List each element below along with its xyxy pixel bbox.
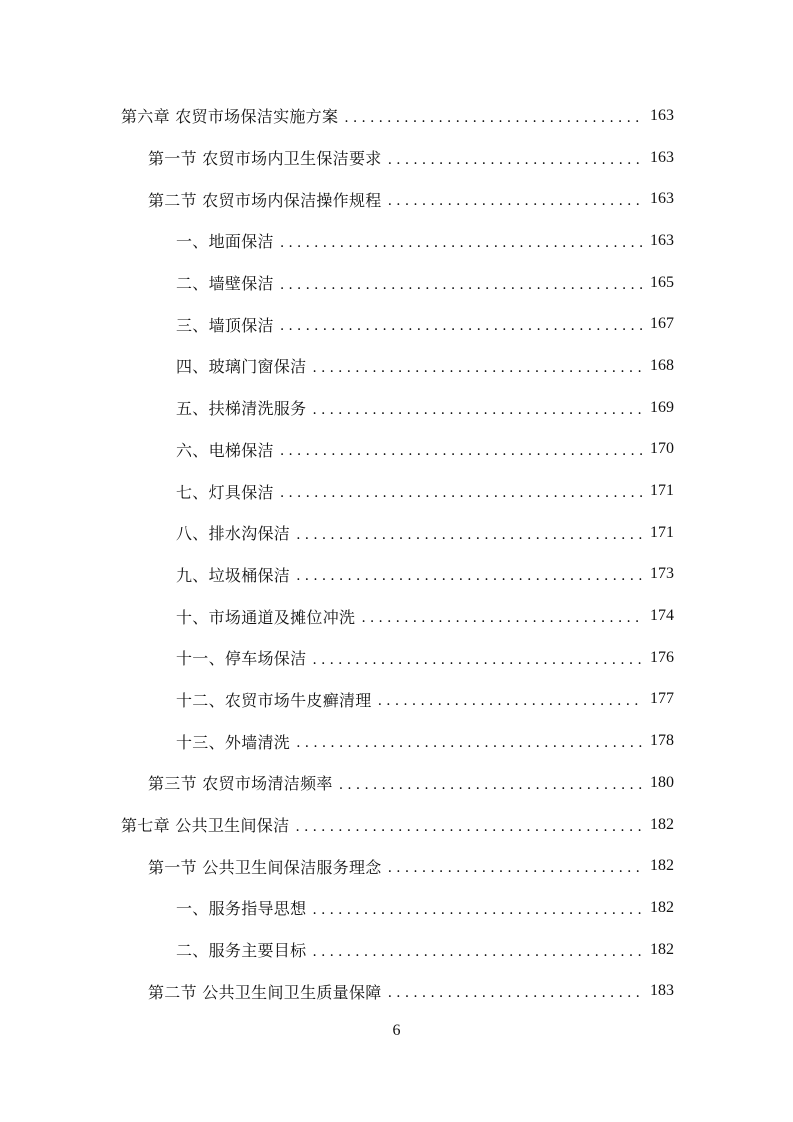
toc-entry-title: 十一、停车场保洁 [176,649,307,669]
toc-entry-page-number: 171 [650,482,674,500]
toc-entry-title: 第一节 公共卫生间保洁服务理念 [148,857,382,877]
toc-entry-page-number: 173 [650,565,674,583]
toc-entry[interactable] [0,178,793,220]
toc-entry-line [121,95,674,137]
page-number: 6 [392,1022,401,1039]
toc-entry-page-number: 182 [650,940,674,958]
toc-entry[interactable] [0,720,793,762]
toc-entry-title: 一、服务指导思想 [176,899,307,919]
toc-entry-line [176,887,674,929]
toc-entry-page-number: 168 [650,356,674,374]
dot-leader [280,278,642,292]
toc-entry[interactable] [0,637,793,679]
dot-leader [339,778,642,792]
toc-entry-page-number: 171 [650,523,674,541]
toc-entry[interactable] [0,303,793,345]
toc-entry-page-number: 165 [650,273,674,291]
dot-leader [378,694,642,708]
toc-entry[interactable] [0,554,793,596]
toc-entry-title: 第二节 农贸市场内保洁操作规程 [148,190,382,210]
toc-entry-title: 第三节 农贸市场清洁频率 [148,774,333,794]
toc-entry-page-number: 177 [650,690,674,708]
toc-entry[interactable] [0,762,793,804]
toc-entry-line [121,804,674,846]
toc-entry-line [176,637,674,679]
table-of-contents [0,95,793,1012]
toc-entry[interactable] [0,845,793,887]
toc-entry-title: 十二、农贸市场牛皮癣清理 [176,690,372,710]
toc-entry-title: 九、垃圾桶保洁 [176,565,291,585]
toc-entry-page-number: 169 [650,398,674,416]
toc-entry-page-number: 163 [650,190,674,208]
toc-entry-title: 第七章 公共卫生间保洁 [121,816,290,836]
toc-entry-page-number: 163 [650,148,674,166]
dot-leader [388,153,642,167]
toc-entry-line [148,137,674,179]
toc-entry[interactable] [0,887,793,929]
toc-entry-line [148,762,674,804]
dot-leader [296,569,642,583]
toc-entry-title: 十三、外墙清洗 [176,732,291,752]
dot-leader [280,444,642,458]
toc-entry-line [176,345,674,387]
dot-leader [296,528,642,542]
toc-entry-title: 五、扶梯清洗服务 [176,399,307,419]
toc-entry-title: 八、排水沟保洁 [176,524,291,544]
dot-leader [388,194,642,208]
toc-entry[interactable] [0,95,793,137]
dot-leader [388,986,642,1000]
toc-entry-title: 二、服务主要目标 [176,941,307,961]
toc-entry-line [176,554,674,596]
dot-leader [312,361,642,375]
toc-entry-page-number: 163 [650,231,674,249]
toc-entry-page-number: 170 [650,440,674,458]
toc-entry-title: 三、墙顶保洁 [176,315,274,335]
toc-entry-page-number: 182 [650,815,674,833]
dot-leader [388,861,642,875]
dot-leader [280,319,642,333]
toc-entry-line [176,929,674,971]
toc-entry-page-number: 180 [650,773,674,791]
toc-entry-title: 第一节 农贸市场内卫生保洁要求 [148,149,382,169]
toc-entry-page-number: 167 [650,315,674,333]
toc-entry[interactable] [0,262,793,304]
toc-entry-title: 二、墙壁保洁 [176,274,274,294]
toc-entry[interactable] [0,470,793,512]
dot-leader [312,903,642,917]
toc-entry[interactable] [0,929,793,971]
dot-leader [361,611,642,625]
toc-entry-page-number: 176 [650,648,674,666]
toc-entry-line [148,845,674,887]
toc-entry-line [176,470,674,512]
toc-entry[interactable] [0,970,793,1012]
dot-leader [312,653,642,667]
toc-entry-line [176,220,674,262]
toc-entry-title: 十、市场通道及摊位冲洗 [176,607,356,627]
toc-entry-line [176,303,674,345]
toc-entry[interactable] [0,220,793,262]
toc-entry-line [176,512,674,554]
toc-entry-title: 第六章 农贸市场保洁实施方案 [121,107,339,127]
toc-entry[interactable] [0,595,793,637]
toc-entry[interactable] [0,345,793,387]
toc-entry[interactable] [0,679,793,721]
dot-leader [344,111,642,125]
dot-leader [296,736,642,750]
toc-entry-line [176,429,674,471]
toc-entry-line [176,595,674,637]
toc-entry-page-number: 182 [650,898,674,916]
toc-entry-title: 七、灯具保洁 [176,482,274,502]
toc-entry-page-number: 163 [650,106,674,124]
toc-entry-line [148,970,674,1012]
dot-leader [295,820,642,834]
toc-entry-title: 一、地面保洁 [176,232,274,252]
toc-entry-title: 第二节 公共卫生间卫生质量保障 [148,982,382,1002]
toc-entry-page-number: 182 [650,857,674,875]
toc-entry-line [176,262,674,304]
toc-entry[interactable] [0,804,793,846]
toc-entry-line [176,679,674,721]
dot-leader [312,945,642,959]
toc-entry-line [148,178,674,220]
toc-entry-line [176,387,674,429]
dot-leader [280,236,642,250]
toc-entry-line [176,720,674,762]
toc-entry[interactable] [0,429,793,471]
toc-entry[interactable] [0,137,793,179]
dot-leader [312,403,642,417]
toc-entry-title: 四、玻璃门窗保洁 [176,357,307,377]
toc-entry[interactable] [0,512,793,554]
toc-entry-title: 六、电梯保洁 [176,440,274,460]
toc-entry[interactable] [0,387,793,429]
toc-entry-page-number: 183 [650,982,674,1000]
toc-entry-page-number: 174 [650,607,674,625]
dot-leader [280,486,642,500]
toc-entry-page-number: 178 [650,732,674,750]
